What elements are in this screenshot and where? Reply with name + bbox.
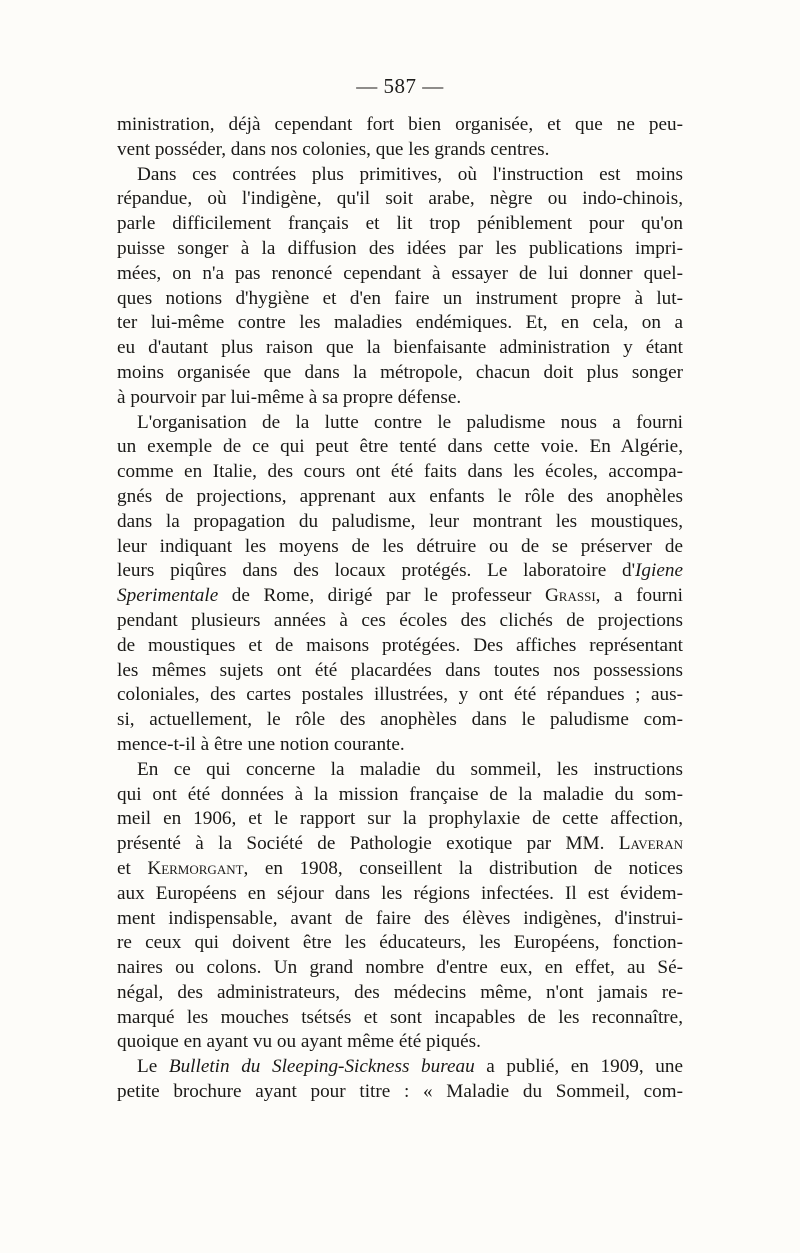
text-line: négal, des administrateurs, des médecins même, n'ont jamais re- bbox=[117, 981, 683, 1003]
text-line: un exemple de ce qui peut être tenté dans cette voie. En Algérie, bbox=[117, 436, 683, 458]
italic-text: Igiene bbox=[635, 560, 683, 582]
text-line: petite brochure ayant pour titre : « Maladie du Sommeil, com- bbox=[117, 1081, 683, 1103]
paragraph-start-line: En ce qui concerne la maladie du sommeil, les instructions bbox=[137, 758, 683, 780]
text-line: parle difficilement français et lit trop péniblement pour qu'on bbox=[117, 213, 683, 235]
text-line: puisse songer à la diffusion des idées par les publications impri- bbox=[117, 237, 683, 259]
text-line: vent posséder, dans nos colonies, que les grands centres. bbox=[117, 138, 550, 160]
small-caps-name: Kermorgant bbox=[147, 857, 244, 879]
text-line: pendant plusieurs années à ces écoles des clichés de projections bbox=[117, 609, 683, 631]
paragraph-start-line: L'organisation de la lutte contre le paludisme nous a fourni bbox=[137, 411, 683, 433]
text-run: et bbox=[117, 857, 148, 879]
italic-text: Bulletin du Sleeping-Sickness bureau bbox=[168, 1056, 475, 1078]
text-line: quoique en ayant vu ou ayant même été piqués. bbox=[117, 1031, 481, 1053]
text-run: , en 1908, conseillent la distribution de notices bbox=[243, 857, 683, 879]
italic-text: Sperimentale bbox=[117, 585, 219, 607]
text-line: ministration, déjà cependant fort bien organisée, et que ne peu- bbox=[117, 114, 683, 135]
text-line: ter lui-même contre les maladies endémiques. Et, en cela, on a bbox=[117, 312, 683, 334]
text-run: , a fourni bbox=[595, 585, 683, 607]
text-line: re ceux qui doivent être les éducateurs, les Européens, fonction- bbox=[117, 932, 683, 954]
text-line: mence-t-il à être une notion courante. bbox=[117, 733, 405, 755]
text-line: mées, on n'a pas renoncé cependant à essayer de lui donner quel- bbox=[117, 262, 683, 284]
text-line bbox=[117, 832, 683, 857]
text-line bbox=[117, 584, 683, 609]
small-caps-name: Laveran bbox=[618, 833, 683, 855]
text-line: coloniales, des cartes postales illustrées, y ont été répandues ; aus- bbox=[117, 684, 683, 706]
text-line bbox=[117, 559, 683, 584]
text-line: les mêmes sujets ont été placardées dans toutes nos possessions bbox=[117, 659, 683, 681]
text-line: naires ou colons. Un grand nombre d'entre eux, en effet, au Sé- bbox=[117, 957, 683, 979]
paragraph-start-line: Dans ces contrées plus primitives, où l'instruction est moins bbox=[137, 163, 683, 185]
text-line: de moustiques et de maisons protégées. Des affiches représentant bbox=[117, 634, 683, 656]
text-line: ques notions d'hygiène et d'en faire un instrument propre à lut- bbox=[117, 287, 683, 309]
paragraph-start-line bbox=[117, 1055, 683, 1080]
text-run: Le bbox=[137, 1056, 169, 1078]
text-line: meil en 1906, et le rapport sur la prophylaxie de cette affection, bbox=[117, 808, 683, 830]
text-line: leur indiquant les moyens de les détruire ou de se préserver de bbox=[117, 535, 683, 557]
text-line: comme en Italie, des cours ont été faits dans les écoles, accompa- bbox=[117, 461, 683, 483]
text-run: présenté à la Société de Pathologie exotique par MM. bbox=[117, 833, 619, 855]
text-line: répandue, où l'indigène, qu'il soit arabe, nègre ou indo-chinois, bbox=[117, 188, 683, 210]
page-number: — 587 — bbox=[356, 74, 444, 98]
text-line: moins organisée que dans la métropole, chacun doit plus songer bbox=[117, 361, 683, 383]
small-caps-name: Grassi bbox=[544, 585, 596, 607]
text-line: gnés de projections, apprenant aux enfants le rôle des anophèles bbox=[117, 485, 683, 507]
text-line: aux Européens en séjour dans les régions infectées. Il est évidem- bbox=[117, 882, 683, 904]
text-run: de Rome, dirigé par le professeur bbox=[218, 585, 545, 607]
text-line: à pourvoir par lui-même à sa propre défense. bbox=[117, 386, 462, 408]
text-line: si, actuellement, le rôle des anophèles dans le paludisme com- bbox=[117, 709, 683, 731]
text-line: qui ont été données à la mission française de la maladie du som- bbox=[117, 783, 683, 805]
text-run: leurs piqûres dans des locaux protégés. Le laboratoire d' bbox=[117, 560, 636, 582]
text-line: ment indispensable, avant de faire des élèves indigènes, d'instrui- bbox=[117, 907, 683, 929]
body-text bbox=[117, 113, 683, 1105]
text-line: eu d'autant plus raison que la bienfaisante administration y étant bbox=[117, 337, 683, 359]
text-line: marqué les mouches tsétsés et sont incapables de les reconnaître, bbox=[117, 1006, 683, 1028]
text-line: dans la propagation du paludisme, leur montrant les moustiques, bbox=[117, 510, 683, 532]
text-line bbox=[117, 857, 683, 882]
text-run: a publié, en 1909, une bbox=[474, 1056, 683, 1078]
